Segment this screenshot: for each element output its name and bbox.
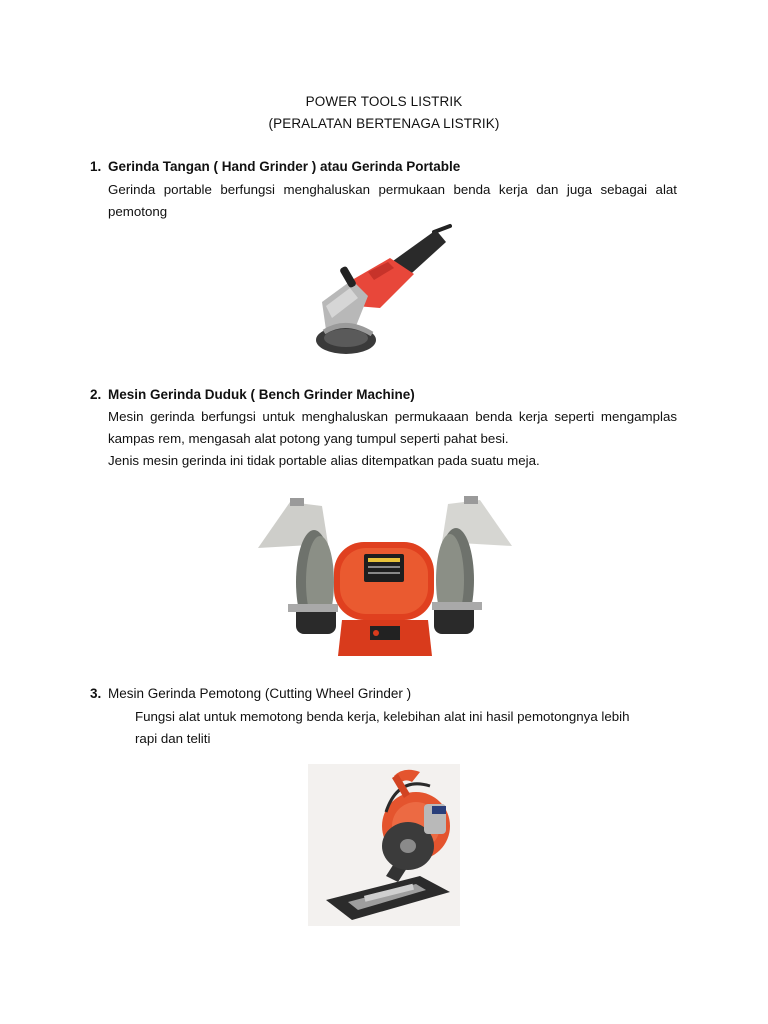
section-3-paragraph-line-2: rapi dan teliti — [135, 731, 211, 746]
section-3-heading — [90, 686, 411, 701]
section-2-paragraph-2: Jenis mesin gerinda ini tidak portable alias ditempatkan pada suatu meja. — [108, 453, 540, 468]
section-1-title: Gerinda Tangan ( Hand Grinder ) atau Gerinda Portable — [108, 159, 461, 174]
section-2-paragraph: Mesin gerinda berfungsi untuk menghaluskan permukaaan benda kerja seperti mengamplas kampas rem, mengasah alat potong yang tumpul seperti pahat besi. — [108, 409, 677, 446]
document-subtitle: (PERALATAN BERTENAGA LISTRIK) — [268, 116, 500, 131]
section-3-number: 3. — [90, 686, 102, 701]
document-title: POWER TOOLS LISTRIK — [305, 94, 463, 109]
cut-off-saw-image — [308, 764, 460, 926]
section-2-title: Mesin Gerinda Duduk ( Bench Grinder Machine) — [108, 387, 415, 402]
section-1-heading — [90, 159, 460, 174]
section-2-number: 2. — [90, 387, 102, 402]
angle-grinder-image — [316, 222, 452, 362]
section-3-paragraph-line-1: Fungsi alat untuk memotong benda kerja, kelebihan alat ini hasil pemotongnya lebih — [135, 709, 630, 724]
section-2-heading — [90, 387, 415, 402]
section-3-title: Mesin Gerinda Pemotong (Cutting Wheel Grinder ) — [108, 686, 412, 701]
bench-grinder-image — [256, 492, 514, 658]
section-1-number: 1. — [90, 159, 102, 174]
section-1-paragraph: Gerinda portable berfungsi menghaluskan permukaan benda kerja dan juga sebagai alat pemotong — [108, 182, 677, 219]
